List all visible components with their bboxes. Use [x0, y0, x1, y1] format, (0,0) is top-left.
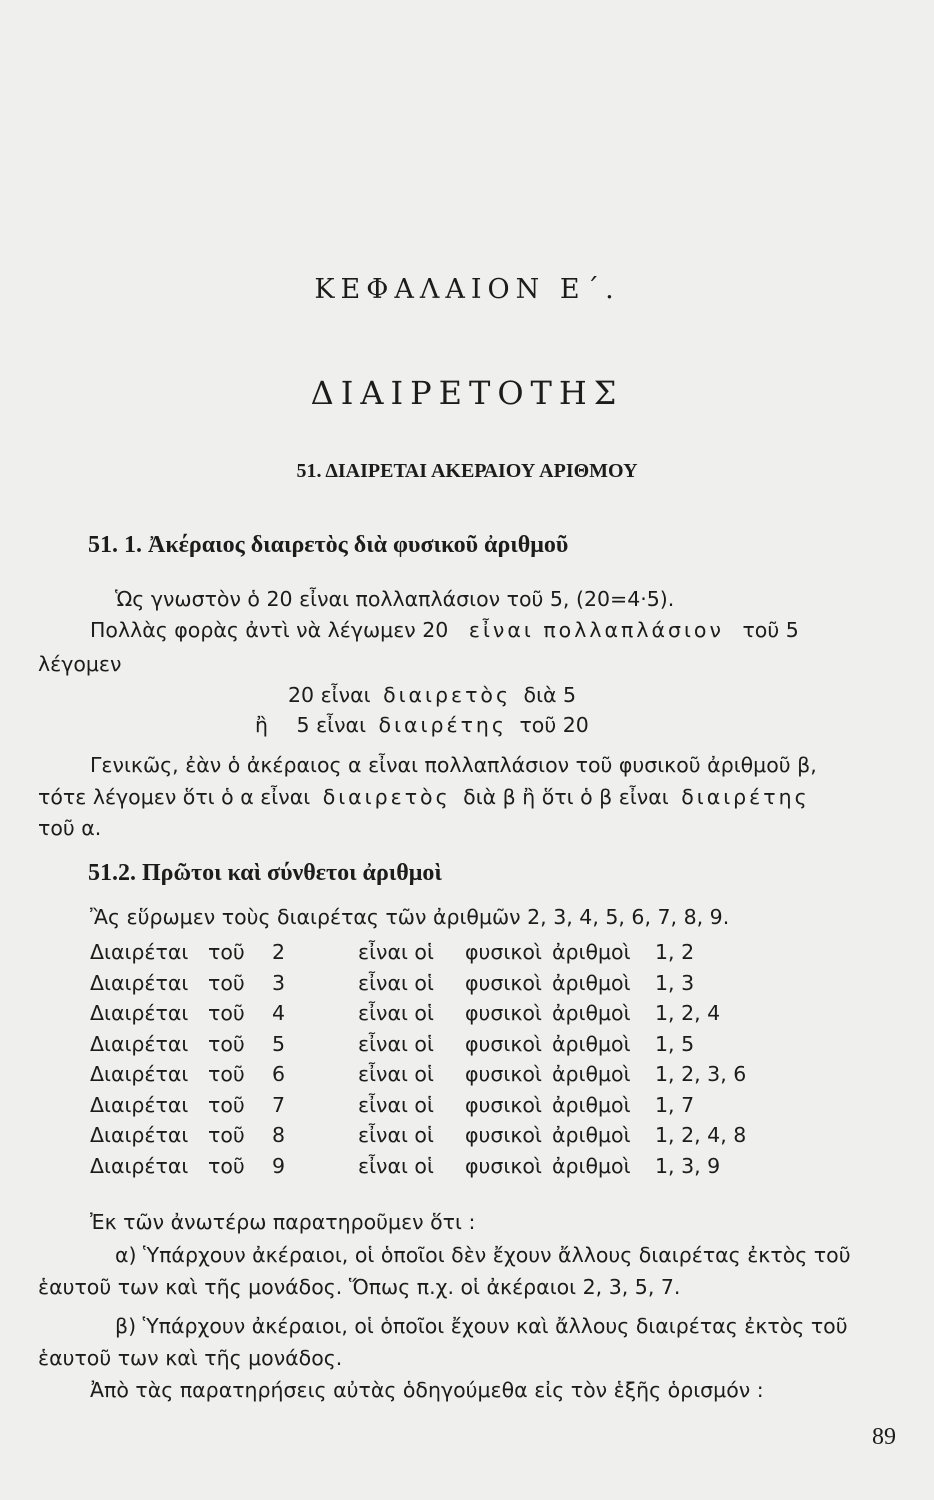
chapter-heading: ΚΕΦΑΛΑΙΟΝ Ε΄. — [314, 274, 620, 305]
paragraph-line: α) Ὑπάρχουν ἀκέραιοι, οἱ ὁποῖοι δὲν ἔχουν ἄλλους διαιρέτας ἐκτὸς τοῦ — [115, 1243, 851, 1267]
table-row — [0, 1154, 934, 1182]
paragraph-line — [90, 618, 890, 642]
row-verb: εἶναι οἱ — [358, 1001, 434, 1025]
table-row — [0, 1093, 934, 1121]
text-fragment: τοῦ 5 — [742, 618, 799, 642]
row-adjective: φυσικοὶ — [465, 1123, 542, 1147]
text-fragment: 20 εἶναι — [288, 683, 371, 707]
text-fragment: διὰ β ἢ ὅτι ὁ β εἶναι — [463, 785, 669, 809]
table-row — [0, 1001, 934, 1029]
row-article: τοῦ — [208, 1092, 245, 1117]
emphasis-spaced: εἶναι πολλαπλάσιον — [468, 618, 724, 642]
section-heading: 51. ΔΙΑΙΡΕΤΑΙ ΑΚΕΡΑΙΟΥ ΑΡΙΘΜΟΥ — [296, 460, 638, 482]
row-article: τοῦ — [208, 1001, 245, 1025]
row-noun: ἀριθμοὶ — [552, 1062, 631, 1086]
row-verb: εἶναι οἱ — [358, 1062, 434, 1086]
emphasis-spaced: διαιρετὸς — [383, 683, 512, 707]
row-divisors: 1, 2, 3, 6 — [655, 1062, 747, 1086]
table-row — [0, 1032, 934, 1060]
row-number: 2 — [272, 940, 286, 964]
row-number: 3 — [272, 970, 286, 995]
row-label: Διαιρέται — [90, 1001, 189, 1025]
row-verb: εἶναι οἱ — [358, 1153, 434, 1178]
row-label: Διαιρέται — [90, 1153, 189, 1178]
text-fragment: τοῦ 20 — [519, 713, 589, 737]
row-divisors: 1, 2 — [655, 940, 695, 964]
paragraph-line: τοῦ α. — [38, 816, 102, 840]
row-adjective: φυσικοὶ — [465, 1001, 542, 1025]
page-title: ΔΙΑΙΡΕΤΟΤΗΣ — [310, 374, 624, 412]
divisor-list — [0, 940, 934, 1190]
row-divisors: 1, 2, 4 — [655, 1001, 721, 1025]
row-label: Διαιρέται — [90, 1062, 189, 1086]
row-adjective: φυσικοὶ — [465, 1031, 542, 1056]
row-divisors: 1, 7 — [655, 1092, 695, 1117]
text-fragment: 5 εἶναι — [296, 713, 367, 737]
emphasis-spaced: διαιρέτης — [681, 785, 810, 809]
subsection-heading-51-2: 51.2. Πρῶτοι καὶ σύνθετοι ἀριθμοὶ — [88, 860, 442, 886]
paragraph-line — [288, 683, 576, 707]
paragraph-line — [38, 785, 810, 809]
paragraph-line: Γενικῶς, ἐὰν ὁ ἀκέραιος α εἶναι πολλαπλάσιον τοῦ φυσικοῦ ἀριθμοῦ β, — [90, 753, 817, 777]
paragraph-line: Ἀπὸ τὰς παρατηρήσεις αὐτὰς ὁδηγούμεθα εἰς τὸν ἑξῆς ὁρισμόν : — [90, 1378, 764, 1402]
paragraph-line: Ἐκ τῶν ἀνωτέρω παρατηροῦμεν ὅτι : — [90, 1210, 476, 1234]
page-number: 89 — [872, 1424, 896, 1450]
row-article: τοῦ — [208, 970, 245, 995]
row-divisors: 1, 2, 4, 8 — [655, 1123, 747, 1147]
row-adjective: φυσικοὶ — [465, 940, 542, 964]
row-article: τοῦ — [208, 1031, 245, 1056]
row-divisors: 1, 3, 9 — [655, 1153, 721, 1178]
row-divisors: 1, 5 — [655, 1031, 695, 1056]
text-fragment: ἢ — [255, 713, 268, 737]
row-label: Διαιρέται — [90, 1123, 189, 1147]
row-verb: εἶναι οἱ — [358, 1123, 434, 1147]
paragraph-line: λέγομεν — [38, 652, 122, 676]
row-label: Διαιρέται — [90, 940, 189, 964]
row-label: Διαιρέται — [90, 1031, 189, 1056]
paragraph-line: β) Ὑπάρχουν ἀκέραιοι, οἱ ὁποῖοι ἔχουν καὶ ἄλλους διαιρέτας ἐκτὸς τοῦ — [115, 1314, 848, 1338]
row-number: 9 — [272, 1153, 286, 1178]
row-noun: ἀριθμοὶ — [552, 1092, 631, 1117]
row-article: τοῦ — [208, 940, 245, 964]
text-fragment: Πολλὰς φορὰς ἀντὶ νὰ λέγωμεν 20 — [90, 618, 449, 642]
paragraph-line — [255, 713, 589, 737]
row-noun: ἀριθμοὶ — [552, 1031, 631, 1056]
paragraph-line: Ἂς εὕρωμεν τοὺς διαιρέτας τῶν ἀριθμῶν 2, 3, 4, 5, 6, 7, 8, 9. — [90, 905, 730, 929]
row-verb: εἶναι οἱ — [358, 940, 434, 964]
row-noun: ἀριθμοὶ — [552, 1153, 631, 1178]
row-verb: εἶναι οἱ — [358, 1092, 434, 1117]
table-row — [0, 971, 934, 999]
row-number: 5 — [272, 1031, 286, 1056]
row-article: τοῦ — [208, 1153, 245, 1178]
row-number: 4 — [272, 1001, 286, 1025]
row-verb: εἶναι οἱ — [358, 1031, 434, 1056]
text-fragment: διὰ 5 — [523, 683, 577, 707]
emphasis-spaced: διαιρέτης — [378, 713, 507, 737]
table-row — [0, 940, 934, 968]
table-row — [0, 1062, 934, 1090]
row-number: 8 — [272, 1123, 286, 1147]
row-noun: ἀριθμοὶ — [552, 1123, 631, 1147]
row-adjective: φυσικοὶ — [465, 970, 542, 995]
row-label: Διαιρέται — [90, 970, 189, 995]
row-article: τοῦ — [208, 1062, 245, 1086]
row-noun: ἀριθμοὶ — [552, 970, 631, 995]
row-number: 6 — [272, 1062, 286, 1086]
row-adjective: φυσικοὶ — [465, 1092, 542, 1117]
emphasis-spaced: διαιρετὸς — [322, 785, 451, 809]
paragraph-line: ἑαυτοῦ των καὶ τῆς μονάδος. Ὅπως π.χ. οἱ ἀκέραιοι 2, 3, 5, 7. — [38, 1275, 681, 1299]
row-adjective: φυσικοὶ — [465, 1153, 542, 1178]
row-adjective: φυσικοὶ — [465, 1062, 542, 1086]
row-verb: εἶναι οἱ — [358, 970, 434, 995]
paragraph-line: ἑαυτοῦ των καὶ τῆς μονάδος. — [38, 1346, 343, 1370]
row-noun: ἀριθμοὶ — [552, 940, 631, 964]
row-label: Διαιρέται — [90, 1092, 189, 1117]
table-row — [0, 1123, 934, 1151]
row-article: τοῦ — [208, 1123, 245, 1147]
text-fragment: τότε λέγομεν ὅτι ὁ α εἶναι — [38, 785, 311, 809]
row-divisors: 1, 3 — [655, 970, 695, 995]
row-number: 7 — [272, 1092, 286, 1117]
paragraph-line: Ὡς γνωστὸν ὁ 20 εἶναι πολλαπλάσιον τοῦ 5, (20=4·5). — [115, 587, 675, 611]
row-noun: ἀριθμοὶ — [552, 1001, 631, 1025]
subsection-heading-51-1: 51. 1. Ἀκέραιος διαιρετὸς διὰ φυσικοῦ ἀριθμοῦ — [88, 532, 569, 558]
